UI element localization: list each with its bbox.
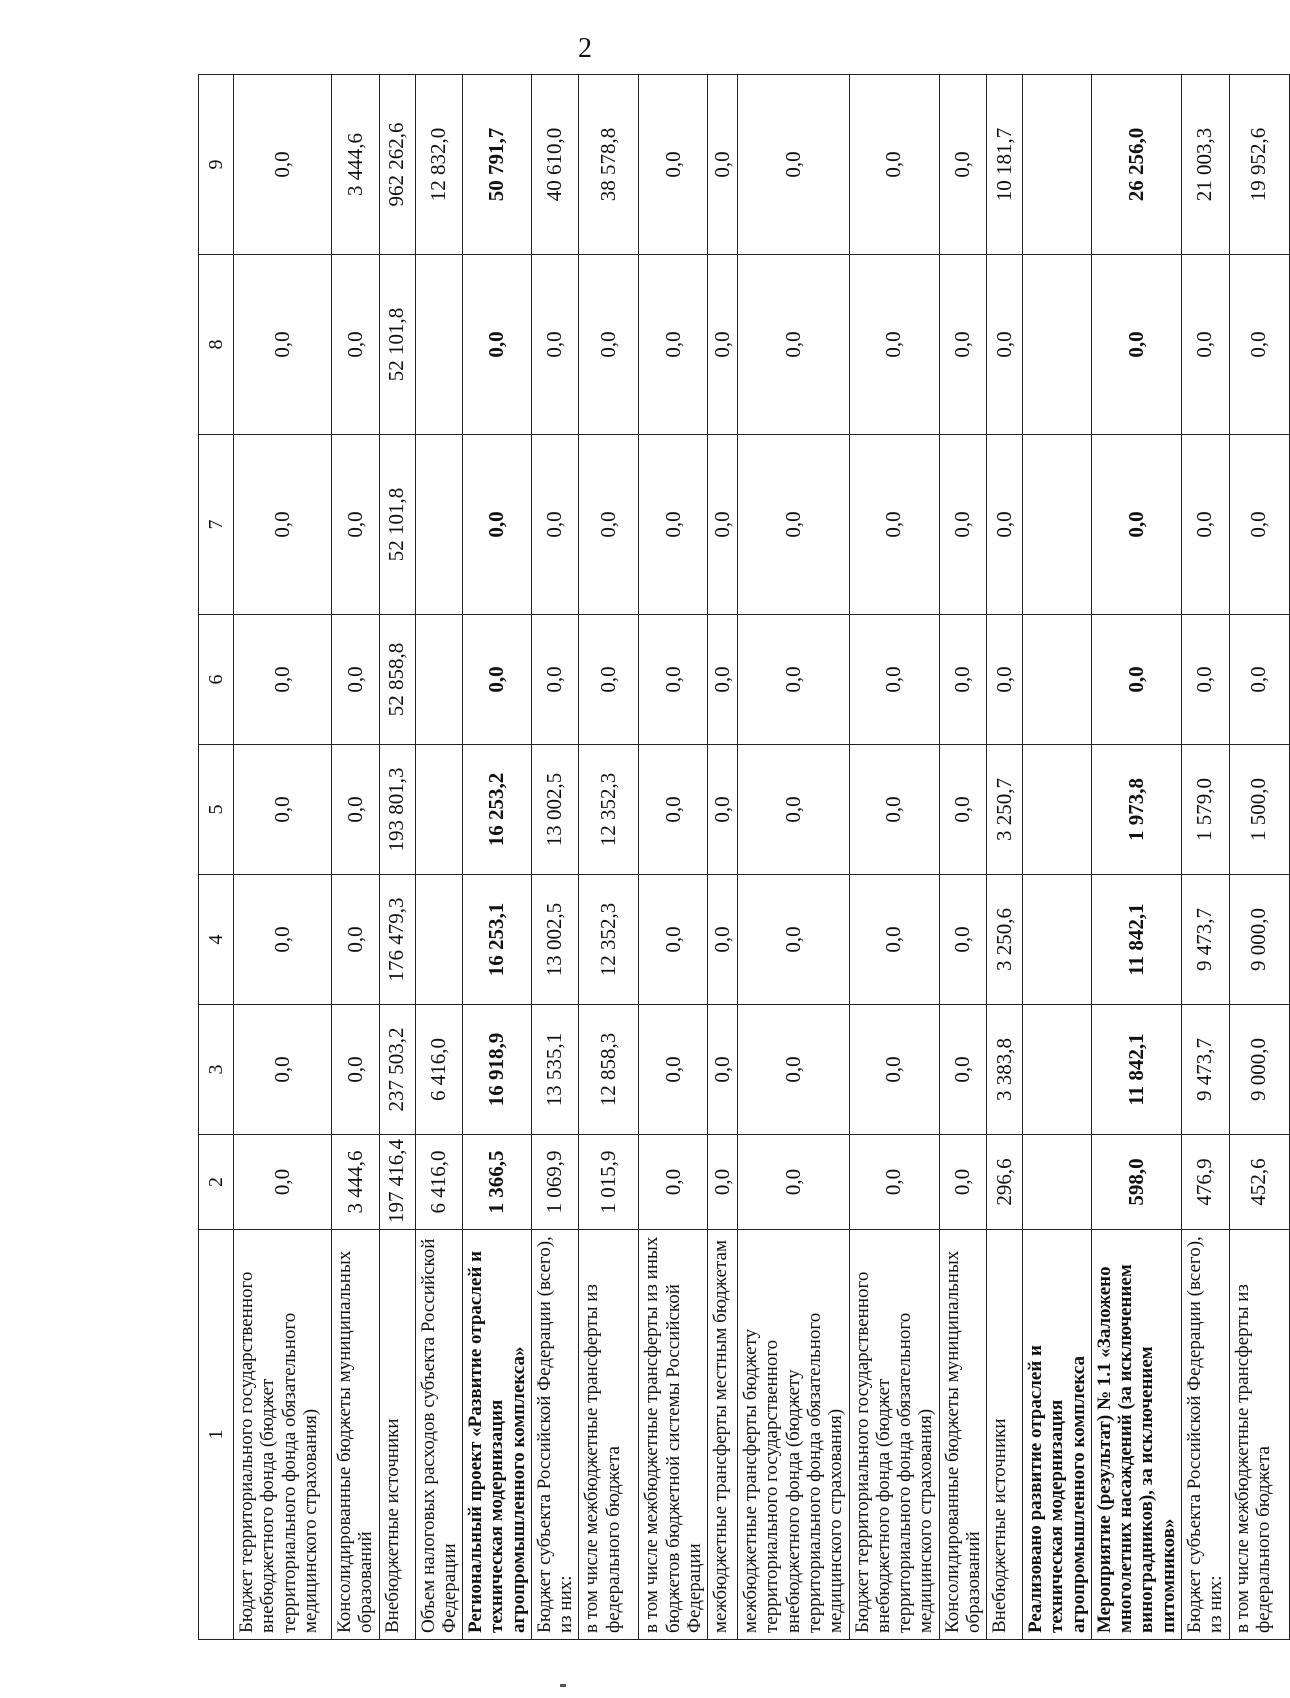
rotated-table-container [198, 75, 1274, 1640]
row-label-cell: в том числе межбюджетные трансферты из федерального бюджета [1229, 1230, 1289, 1640]
value-cell: 0,0 [1181, 255, 1229, 435]
value-cell: 0,0 [939, 1135, 987, 1230]
row-label-cell: в том числе межбюджетные трансферты из федерального бюджета [579, 1230, 639, 1640]
value-cell: 0,0 [708, 745, 738, 875]
value-cell: 598,0 [1091, 1135, 1181, 1230]
row-label-cell: Региональный проект «Развитие отраслей и техническая модернизация агропромышленного комплекса» [463, 1230, 532, 1640]
value-cell: 21 003,3 [1181, 75, 1229, 255]
table-row [939, 75, 987, 1640]
value-cell: 0,0 [939, 875, 987, 1005]
value-cell [1023, 435, 1092, 615]
value-cell [415, 615, 463, 745]
table-row [415, 75, 463, 1640]
value-cell: 476,9 [1181, 1135, 1229, 1230]
value-cell [415, 255, 463, 435]
value-cell: 11 842,1 [1091, 875, 1181, 1005]
table-row [332, 75, 380, 1640]
value-cell: 0,0 [332, 745, 380, 875]
value-cell: 0,0 [939, 435, 987, 615]
value-cell: 0,0 [849, 1135, 939, 1230]
row-label-cell: Реализовано развитие отраслей и техническая модернизация агропромышленного комплекса [1023, 1230, 1092, 1640]
value-cell: 3 383,8 [987, 1005, 1023, 1135]
value-cell: 19 952,6 [1229, 75, 1289, 255]
table-header-row [199, 75, 234, 1640]
value-cell: 176 479,3 [379, 875, 415, 1005]
value-cell [415, 435, 463, 615]
value-cell: 0,0 [987, 435, 1023, 615]
row-label-cell: Внебюджетные источники [987, 1230, 1023, 1640]
value-cell: 0,0 [234, 1005, 332, 1135]
value-cell: 12 858,3 [579, 1005, 639, 1135]
table-row [639, 75, 708, 1640]
value-cell [1023, 875, 1092, 1005]
value-cell: 9 000,0 [1229, 1005, 1289, 1135]
value-cell: 0,0 [1091, 615, 1181, 745]
table-row [579, 75, 639, 1640]
row-label-cell: Бюджет территориального государственного внебюджетного фонда (бюджет территориального фонда обязательного медицинского страхования) [849, 1230, 939, 1640]
value-cell: 16 253,1 [463, 875, 532, 1005]
value-cell: 0,0 [531, 255, 579, 435]
value-cell: 0,0 [738, 1005, 849, 1135]
value-cell: 0,0 [639, 435, 708, 615]
value-cell: 9 473,7 [1181, 875, 1229, 1005]
value-cell: 6 416,0 [415, 1135, 463, 1230]
value-cell [1023, 745, 1092, 875]
table-row [1023, 75, 1092, 1640]
value-cell: 0,0 [939, 255, 987, 435]
value-cell: 52 858,8 [379, 615, 415, 745]
row-label-cell: Бюджет территориального государственного внебюджетного фонда (бюджет территориального фонда обязательного медицинского страхования) [234, 1230, 332, 1640]
value-cell: 0,0 [738, 875, 849, 1005]
value-cell: 0,0 [849, 75, 939, 255]
value-cell: 0,0 [708, 435, 738, 615]
value-cell: 13 535,1 [531, 1005, 579, 1135]
value-cell: 0,0 [332, 255, 380, 435]
value-cell [1023, 255, 1092, 435]
value-cell [1023, 1005, 1092, 1135]
column-header-7: 7 [199, 435, 234, 615]
table-row [463, 75, 532, 1640]
value-cell [1023, 1135, 1092, 1230]
table-row [708, 75, 738, 1640]
table-row [379, 75, 415, 1640]
value-cell: 0,0 [332, 435, 380, 615]
value-cell: 0,0 [738, 75, 849, 255]
value-cell: 0,0 [1091, 255, 1181, 435]
page-number: 2 [578, 33, 592, 64]
table-row [987, 75, 1023, 1640]
column-header-6: 6 [199, 615, 234, 745]
value-cell: 0,0 [1229, 615, 1289, 745]
value-cell: 0,0 [332, 1005, 380, 1135]
table-row [1229, 75, 1289, 1640]
column-header-1: 1 [199, 1230, 234, 1640]
value-cell: 0,0 [234, 1135, 332, 1230]
value-cell: 0,0 [639, 875, 708, 1005]
value-cell: 3 250,6 [987, 875, 1023, 1005]
row-label-cell: в том числе межбюджетные трансферты из иных бюджетов бюджетной системы Российской Федерации [639, 1230, 708, 1640]
value-cell: 1 973,8 [1091, 745, 1181, 875]
value-cell: 0,0 [1181, 435, 1229, 615]
scan-mark [560, 1684, 566, 1687]
value-cell: 0,0 [939, 615, 987, 745]
value-cell: 6 416,0 [415, 1005, 463, 1135]
row-label-cell: межбюджетные трансферты местным бюджетам [708, 1230, 738, 1640]
value-cell: 11 842,1 [1091, 1005, 1181, 1135]
value-cell: 0,0 [1181, 615, 1229, 745]
value-cell: 0,0 [738, 255, 849, 435]
value-cell [1023, 75, 1092, 255]
table-row [1091, 75, 1181, 1640]
value-cell: 0,0 [849, 615, 939, 745]
value-cell [415, 875, 463, 1005]
value-cell: 0,0 [234, 875, 332, 1005]
value-cell: 16 253,2 [463, 745, 532, 875]
value-cell: 13 002,5 [531, 875, 579, 1005]
value-cell: 1 500,0 [1229, 745, 1289, 875]
value-cell [415, 745, 463, 875]
column-header-2: 2 [199, 1135, 234, 1230]
value-cell: 16 918,9 [463, 1005, 532, 1135]
value-cell: 193 801,3 [379, 745, 415, 875]
value-cell: 0,0 [1229, 255, 1289, 435]
value-cell: 0,0 [987, 255, 1023, 435]
value-cell: 0,0 [463, 615, 532, 745]
value-cell: 0,0 [708, 615, 738, 745]
value-cell: 52 101,8 [379, 435, 415, 615]
row-label-cell: Бюджет субъекта Российской Федерации (всего), из них: [531, 1230, 579, 1640]
value-cell: 296,6 [987, 1135, 1023, 1230]
column-header-4: 4 [199, 875, 234, 1005]
value-cell: 0,0 [849, 745, 939, 875]
table-row [531, 75, 579, 1640]
value-cell: 0,0 [849, 255, 939, 435]
value-cell: 0,0 [531, 435, 579, 615]
value-cell: 0,0 [708, 875, 738, 1005]
value-cell: 3 444,6 [332, 1135, 380, 1230]
row-label-cell: Внебюджетные источники [379, 1230, 415, 1640]
value-cell: 0,0 [738, 745, 849, 875]
value-cell: 0,0 [234, 255, 332, 435]
row-label-cell: Мероприятие (результат) № 1.1 «Заложено многолетних насаждений (за исключением виноградников), за исключением питомников» [1091, 1230, 1181, 1640]
value-cell: 0,0 [639, 615, 708, 745]
value-cell: 197 416,4 [379, 1135, 415, 1230]
value-cell: 0,0 [708, 255, 738, 435]
table-row [849, 75, 939, 1640]
value-cell: 0,0 [639, 1135, 708, 1230]
value-cell: 0,0 [579, 615, 639, 745]
value-cell: 452,6 [1229, 1135, 1289, 1230]
column-header-3: 3 [199, 1005, 234, 1135]
value-cell: 0,0 [708, 75, 738, 255]
value-cell: 50 791,7 [463, 75, 532, 255]
value-cell: 9 000,0 [1229, 875, 1289, 1005]
column-header-5: 5 [199, 745, 234, 875]
value-cell: 0,0 [531, 615, 579, 745]
row-label-cell: Консолидированные бюджеты муниципальных образований [332, 1230, 380, 1640]
value-cell: 0,0 [1229, 435, 1289, 615]
value-cell: 0,0 [849, 435, 939, 615]
value-cell: 0,0 [332, 615, 380, 745]
value-cell: 0,0 [234, 615, 332, 745]
value-cell: 0,0 [849, 1005, 939, 1135]
value-cell: 1 069,9 [531, 1135, 579, 1230]
value-cell: 0,0 [579, 255, 639, 435]
column-header-9: 9 [199, 75, 234, 255]
row-label-cell: межбюджетные трансферты бюджету территориального государственного внебюджетного фонда (бюджету территориального фонда обязательного медицинского страхования) [738, 1230, 849, 1640]
table-row [234, 75, 332, 1640]
value-cell: 0,0 [463, 255, 532, 435]
value-cell: 13 002,5 [531, 745, 579, 875]
value-cell: 3 444,6 [332, 75, 380, 255]
value-cell: 0,0 [332, 875, 380, 1005]
value-cell: 0,0 [939, 75, 987, 255]
row-label-cell: Объем налоговых расходов субъекта Российской Федерации [415, 1230, 463, 1640]
value-cell: 52 101,8 [379, 255, 415, 435]
value-cell: 12 832,0 [415, 75, 463, 255]
value-cell: 0,0 [234, 75, 332, 255]
value-cell: 0,0 [738, 615, 849, 745]
value-cell: 237 503,2 [379, 1005, 415, 1135]
value-cell: 26 256,0 [1091, 75, 1181, 255]
value-cell: 3 250,7 [987, 745, 1023, 875]
table-body [234, 75, 1290, 1640]
value-cell: 0,0 [639, 1005, 708, 1135]
value-cell: 0,0 [939, 1005, 987, 1135]
value-cell: 0,0 [708, 1135, 738, 1230]
value-cell: 1 366,5 [463, 1135, 532, 1230]
value-cell: 0,0 [738, 1135, 849, 1230]
value-cell: 40 610,0 [531, 75, 579, 255]
table-row [738, 75, 849, 1640]
budget-table [198, 74, 1290, 1640]
value-cell: 12 352,3 [579, 875, 639, 1005]
row-label-cell: Бюджет субъекта Российской Федерации (всего), из них: [1181, 1230, 1229, 1640]
value-cell [1023, 615, 1092, 745]
value-cell: 0,0 [579, 435, 639, 615]
value-cell: 12 352,3 [579, 745, 639, 875]
value-cell: 962 262,6 [379, 75, 415, 255]
value-cell: 0,0 [639, 745, 708, 875]
value-cell: 0,0 [939, 745, 987, 875]
value-cell: 10 181,7 [987, 75, 1023, 255]
value-cell: 0,0 [708, 1005, 738, 1135]
value-cell: 0,0 [738, 435, 849, 615]
table-row [1181, 75, 1229, 1640]
value-cell: 0,0 [849, 875, 939, 1005]
value-cell: 1 579,0 [1181, 745, 1229, 875]
value-cell: 0,0 [463, 435, 532, 615]
value-cell: 0,0 [987, 615, 1023, 745]
value-cell: 0,0 [639, 75, 708, 255]
column-header-8: 8 [199, 255, 234, 435]
value-cell: 0,0 [234, 745, 332, 875]
value-cell: 1 015,9 [579, 1135, 639, 1230]
value-cell: 38 578,8 [579, 75, 639, 255]
value-cell: 0,0 [639, 255, 708, 435]
value-cell: 0,0 [234, 435, 332, 615]
value-cell: 9 473,7 [1181, 1005, 1229, 1135]
value-cell: 0,0 [1091, 435, 1181, 615]
row-label-cell: Консолидированные бюджеты муниципальных образований [939, 1230, 987, 1640]
